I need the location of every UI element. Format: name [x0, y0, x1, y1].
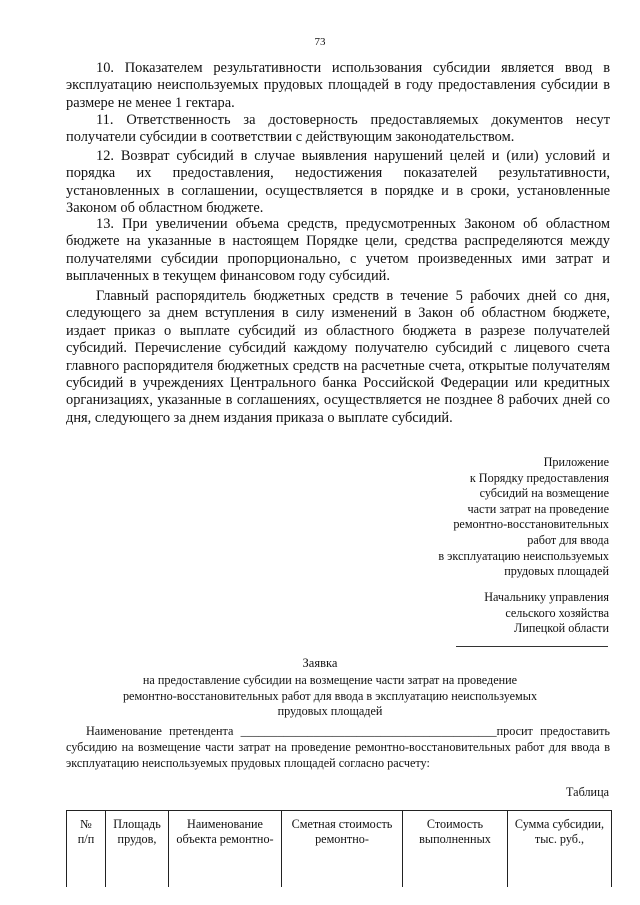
applicant-text: Наименование претендента __________________________________________просит предоставить субсидию на возмещение части затрат на проведение ремонтно-восстановительных работ для ввода в эксплуатацию неиспользуемых прудовых площадей согласно расчету:	[66, 724, 610, 770]
paragraph-13: 13. При увеличении объема средств, предусмотренных Законом об областном бюджете на указанные в настоящем Порядке цели, средства распределяются между получателями субсидии пропорционально, с учетом произведенных ими затрат и выплаченных в текущем финансовом году субсидий.	[66, 216, 610, 285]
appendix-line: в эксплуатацию неиспользуемых	[438, 548, 609, 563]
table-label: Таблица	[566, 785, 609, 799]
request-subtitle	[80, 673, 580, 720]
addressee-line: Липецкой области	[514, 621, 609, 636]
page-number: 73	[314, 36, 326, 48]
appendix-line: субсидий на возмещение	[479, 486, 609, 501]
appendix-line: Приложение	[543, 455, 609, 469]
appendix-line: ремонтно-восстановительных	[453, 517, 609, 532]
request-subtitle-line: ремонтно-восстановительных работ для ввода в эксплуатацию неиспользуемых	[122, 688, 538, 703]
appendix-line: работ для ввода	[527, 532, 609, 547]
request-title: Заявка	[302, 656, 338, 670]
paragraph-12: 12. Возврат субсидий в случае выявления нарушений целей и (или) условий и порядка их предоставления, недостижения показателей результативности, установленных в соглашении, осуществляется в порядке и в сроки, установленные Законом об областном бюджете.	[66, 148, 610, 217]
request-subtitle-line: на предоставление субсидии на возмещение части затрат на проведение	[142, 673, 518, 687]
header-number: № п/п	[67, 811, 106, 888]
subsidy-table	[66, 810, 612, 887]
header-estimated-cost: Сметная стоимость ремонтно-	[282, 811, 403, 888]
paragraph-main-distributor: Главный распорядитель бюджетных средств в течение 5 рабочих дней со дня, следующего за днем вступления в силу изменений в Закон об областном бюджете, издает приказ о выплате субсидий из областного бюджета в разрезе получателей субсидий. Перечисление субсидий каждому получателю субсидий с лицевого счета главного распорядителя бюджетных средств на расчетные счета, открытые получателям субсидий в учреждениях Центрального банка Российской Федерации или кредитных организациях, указанные в соглашениях, осуществляется не позднее 8 рабочих дней со дня, следующего за днем издания приказа о выплате субсидий.	[66, 288, 610, 426]
header-object-name: Наименование объекта ремонтно-	[169, 811, 282, 888]
appendix-line: прудовых площадей	[504, 564, 609, 579]
signature-line	[456, 646, 608, 647]
appendix-line: части затрат на проведение	[467, 501, 609, 516]
request-subtitle-line: прудовых площадей	[277, 704, 383, 719]
appendix-block	[349, 455, 609, 580]
table-header-row	[67, 811, 612, 888]
addressee-line: сельского хозяйства	[505, 605, 609, 620]
header-completed-cost: Стоимость выполненных	[403, 811, 508, 888]
addressee-block	[349, 590, 609, 637]
paragraph-10: 10. Показателем результативности использования субсидии является ввод в эксплуатацию неиспользуемых прудовых площадей в году предоставления субсидии в размере не менее 1 гектара.	[66, 60, 610, 111]
paragraph-11: 11. Ответственность за достоверность предоставляемых документов несут получатели субсидии в соответствии с действующим законодательством.	[66, 112, 610, 146]
header-subsidy-amount: Сумма субсидии, тыс. руб.,	[508, 811, 612, 888]
addressee-line: Начальнику управления	[484, 590, 609, 604]
header-area: Площадь прудов,	[106, 811, 169, 888]
appendix-line: к Порядку предоставления	[469, 470, 609, 485]
